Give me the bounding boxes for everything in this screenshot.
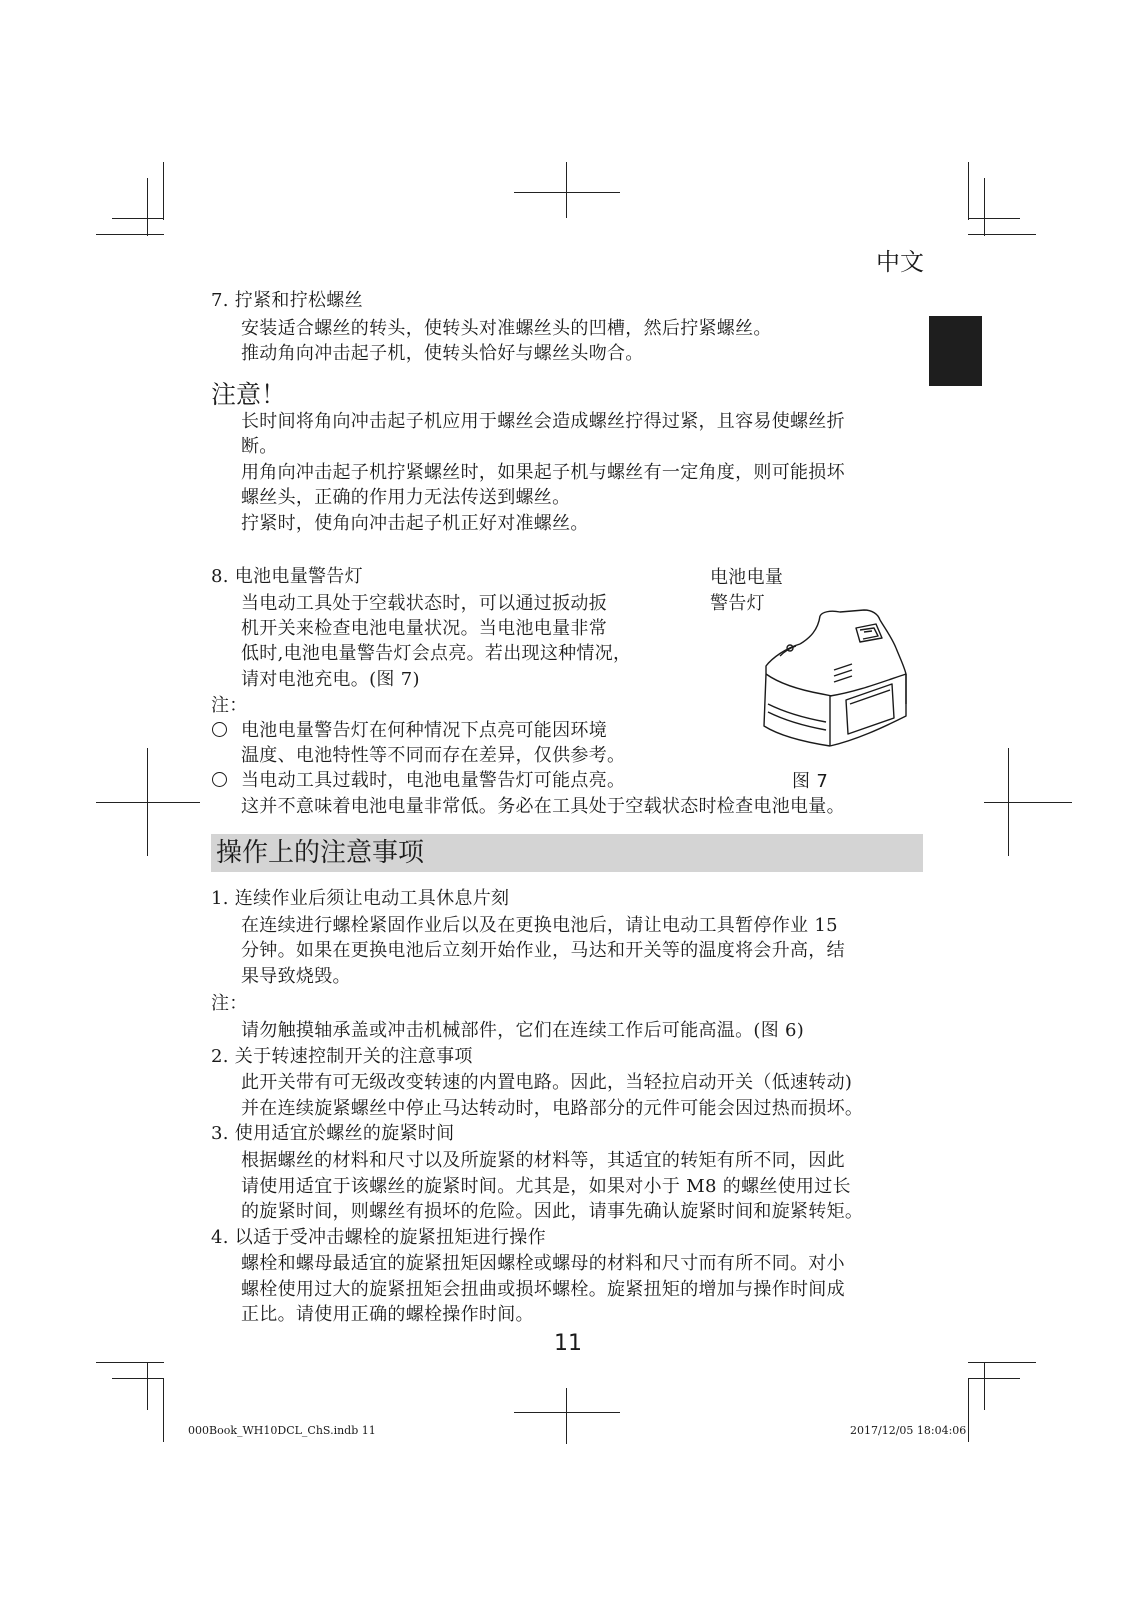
op-item4-line-3: 正比。请使用正确的螺栓操作时间。 [241,1304,534,1325]
footer-filename: 000Book_WH10DCL_ChS.indb 11 [188,1424,376,1437]
item7-line-1: 安装适合螺丝的转头，使转头对准螺丝头的凹槽，然后拧紧螺丝。 [241,318,772,339]
note1-bullet2-line-2: 这并不意味着电池电量非常低。务必在工具处于空载状态时检查电池电量。 [241,796,845,817]
op-item1-title: 1. 连续作业后须让电动工具休息片刻 [211,888,510,909]
caution-title: 注意！ [211,380,287,409]
caution-line-4: 螺丝头，正确的作用力无法传送到螺丝。 [241,487,571,508]
item8-line-1: 当电动工具处于空载状态时，可以通过扳动扳 [241,593,607,614]
item7-line-2: 推动角向冲击起子机，使转头恰好与螺丝头吻合。 [241,343,644,364]
figure-caption: 图 7 [792,771,829,792]
note1-bullet1-line-2: 温度、电池特性等不同而存在差异，仅供参考。 [241,745,626,766]
note1-label: 注： [211,695,248,716]
section-tab-marker [929,316,982,386]
caution-line-1: 长时间将角向冲击起子机应用于螺丝会造成螺丝拧得过紧，且容易使螺丝折 [241,411,845,432]
footer-timestamp: 2017/12/05 18:04:06 [850,1424,967,1437]
note2-text: 请勿触摸轴承盖或冲击机械部件，它们在连续工作后可能高温。(图 6) [241,1020,805,1041]
op-item3-line-1: 根据螺丝的材料和尺寸以及所旋紧的材料等，其适宜的转矩有所不同，因此 [241,1150,845,1171]
caution-line-2: 断。 [241,436,278,457]
note1-bullet1-line-1: 电池电量警告灯在何种情况下点亮可能因环境 [241,720,607,741]
caution-line-3: 用角向冲击起子机拧紧螺丝时，如果起子机与螺丝有一定角度，则可能损坏 [241,462,845,483]
item8-line-3: 低时,电池电量警告灯会点亮。若出现这种情况， [241,643,632,664]
op-item2-line-1: 此开关带有可无级改变转速的内置电路。因此，当轻拉启动开关（低速转动) [241,1072,853,1093]
note2-label: 注： [211,993,248,1014]
op-item1-line-3: 果导致烧毁。 [241,966,351,987]
op-item4-line-2: 螺栓使用过大的旋紧扭矩会扭曲或损坏螺栓。旋紧扭矩的增加与操作时间成 [241,1279,845,1300]
op-item1-line-1: 在连续进行螺栓紧固作业后以及在更换电池后，请让电动工具暂停作业 15 [241,915,838,936]
op-item4-title: 4. 以适于受冲击螺栓的旋紧扭矩进行操作 [211,1227,546,1248]
language-label: 中文 [876,248,924,276]
page-number: 11 [554,1331,582,1356]
op-item2-line-2: 并在连续旋紧螺丝中停止马达转动时，电路部分的元件可能会因过热而损坏。 [241,1098,864,1119]
op-item2-title: 2. 关于转速控制开关的注意事项 [211,1046,473,1067]
figure-label-line-1: 电池电量 [710,567,784,588]
item8-line-2: 机开关来检查电池电量状况。当电池电量非常 [241,618,607,639]
note1-bullet2-line-1: 当电动工具过载时，电池电量警告灯可能点亮。 [241,770,626,791]
caution-line-5: 拧紧时，使角向冲击起子机正好对准螺丝。 [241,513,589,534]
op-item3-line-2: 请使用适宜于该螺丝的旋紧时间。尤其是，如果对小于 M8 的螺丝使用过长 [241,1176,851,1197]
section-title: 操作上的注意事项 [216,838,425,868]
op-item3-title: 3. 使用适宜於螺丝的旋紧时间 [211,1123,455,1144]
item8-line-4: 请对电池充电。(图 7) [241,669,420,690]
op-item4-line-1: 螺栓和螺母最适宜的旋紧扭矩因螺栓或螺母的材料和尺寸而有所不同。对小 [241,1253,845,1274]
op-item1-line-2: 分钟。如果在更换电池后立刻开始作业，马达和开关等的温度将会升高，结 [241,940,845,961]
item8-title: 8. 电池电量警告灯 [211,566,363,587]
battery-illustration [760,608,920,758]
bullet-circle-icon [212,722,227,737]
item7-title: 7. 拧紧和拧松螺丝 [211,290,363,311]
bullet-circle-icon [212,772,227,787]
op-item3-line-3: 的旋紧时间，则螺丝有损坏的危险。因此，请事先确认旋紧时间和旋紧转矩。 [241,1201,864,1222]
figure-label-line-2: 警告灯 [710,593,765,614]
